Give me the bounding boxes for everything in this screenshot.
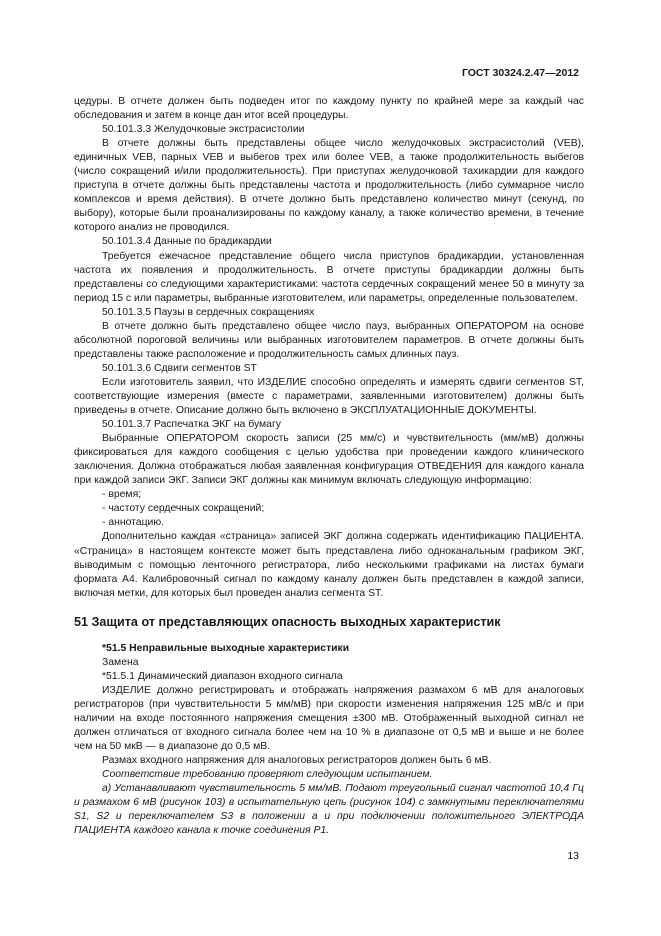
section-heading-51: 51 Защита от представляющих опасность выходных характеристик [74,614,501,629]
list-item: - частоту сердечных сокращений; [102,503,265,515]
list-item: - время; [102,489,142,501]
paragraph-ventricular: В отчете должны быть представлены общее число желудочковых экстрасистолий (VEB), единичных VEB, парных VEB и выбегов трех или более VEB, а также продолжительность выбегов (число сокращений и/или продолжительность). При приступах желудочковой тахикардии для каждого приступа в отчете должны быть представлены частота и продолжительность (либо суммарное число комплексов и время действия). В отчете должно быть представлено количество минут (секунд, по выбору), которые были проанализированы по каждому каналу, а также количество времени, в течение которого анализ не проводился. [74,138,584,234]
subsection-heading-50-101-3-4: 50.101.3.4 Данные по брадикардии [102,236,272,248]
paragraph-input-voltage: Размах входного напряжения для аналоговых регистраторов должен быть 6 мВ. [102,755,492,767]
paragraph-test-a: а) Устанавливают чувствительность 5 мм/мВ. Подают треугольный сигнал частотой 10,4 Гц и размахом 6 мВ (рисунок 103) в испытательную цепь (рисунок 104) с замкнутыми переключателями S1, S2 и переключателем S3 в положении a и при подключении положительного ЭЛЕКТРОДА ПАЦИЕНТА каждого канала к точке соединения P1. [74,783,584,837]
paragraph-st-shifts: Если изготовитель заявил, что ИЗДЕЛИЕ способно определять и измерять сдвиги сегментов ST, соответствующие измерения (вместе с параметрами, заявленными изготовителем) должны быть приведены в отчете. Описание должно быть включено в ЭКСПЛУАТАЦИОННЫЕ ДОКУМЕНТЫ. [74,376,584,417]
subsection-heading-50-101-3-6: 50.101.3.6 Сдвиги сегментов ST [102,362,257,374]
info-list [74,488,584,530]
document-header: ГОСТ 30324.2.47—2012 [461,67,579,79]
paragraph-compliance: Соответствие требованию проверяют следующим испытанием. [102,769,433,781]
list-item: - аннотацию. [102,517,165,529]
subsection-heading-50-101-3-3: 50.101.3.3 Желудочковые экстрасистолии [102,124,305,136]
document-body [74,95,584,838]
paragraph-dynamic-range: ИЗДЕЛИЕ должно регистрировать и отображать напряжения размахом 6 мВ для аналоговых регистраторов (при чувствительности 5 мм/мВ) при скорости изменения напряжения 125 мВ/с и при наличии на входе постоянного напряжения смещения ±300 мВ. Отображенный выходной сигнал не должен отличаться от входного сигнала более чем на 10 % в диапазоне от 0,5 мВ и выше и не более чем на 50 мкВ — в диапазоне до 0,5 мВ. [74,684,584,753]
paragraph-bradycardia: Требуется ежечасное представление общего числа приступов брадикардии, установленная частота их появления и продолжительность. В отчете приступы брадикардии должны быть представлены со следующими характеристиками: частота сердечных сокращений менее 50 в минуту за период 15 с или параметры, выбранные изготовителем, или параметры, определенные пользователем. [74,250,584,304]
subsection-heading-51-5-1: *51.5.1 Динамический диапазон входного сигнала [102,670,343,682]
subsection-heading-50-101-3-7: 50.101.3.7 Распечатка ЭКГ на бумагу [102,419,281,431]
subsection-heading-50-101-3-5: 50.101.3.5 Паузы в сердечных сокращениях [102,306,315,318]
paragraph-ecg-printout: Выбранные ОПЕРАТОРОМ скорость записи (25 мм/с) и чувствительность (мм/мВ) должны фиксироваться для каждого сообщения с целью удобства при проведении каждого клинического заключения. Должна отображаться любая заявленная конфигурация ОТВЕДЕНИЯ для каждого канала при каждой записи ЭКГ. Записи ЭКГ должны как минимум включать следующую информацию: [74,433,584,487]
replacement-label: Замена [102,656,139,668]
paragraph-page-identification: Дополнительно каждая «страница» записей ЭКГ должна содержать идентификацию ПАЦИЕНТА. «Страница» в настоящем контексте может быть представлена либо одноканальным графиком ЭКГ, выводимым с помощью ленточного регистратора, либо несколькими графиками на листах бумаги формата А4. Калибровочный сигнал по каждому каналу должен быть представлен в каждой записи, включая метки, для которых был проведен анализ сегмента ST. [74,531,584,599]
paragraph-pauses: В отчете должно быть представлено общее число пауз, выбранных ОПЕРАТОРОМ на основе абсолютной пороговой величины или выбранных изготовителем параметров. В отчете должны быть представлены также расположение и продолжительность самых длинных пауз. [74,320,584,360]
paragraph-continuation: цедуры. В отчете должен быть подведен итог по каждому пункту по крайней мере за каждый час обследования и затем в конце дан итог всей процедуры. [74,96,584,122]
subsection-heading-51-5: *51.5 Неправильные выходные характеристики [102,642,350,654]
page-number: 13 [567,850,579,862]
